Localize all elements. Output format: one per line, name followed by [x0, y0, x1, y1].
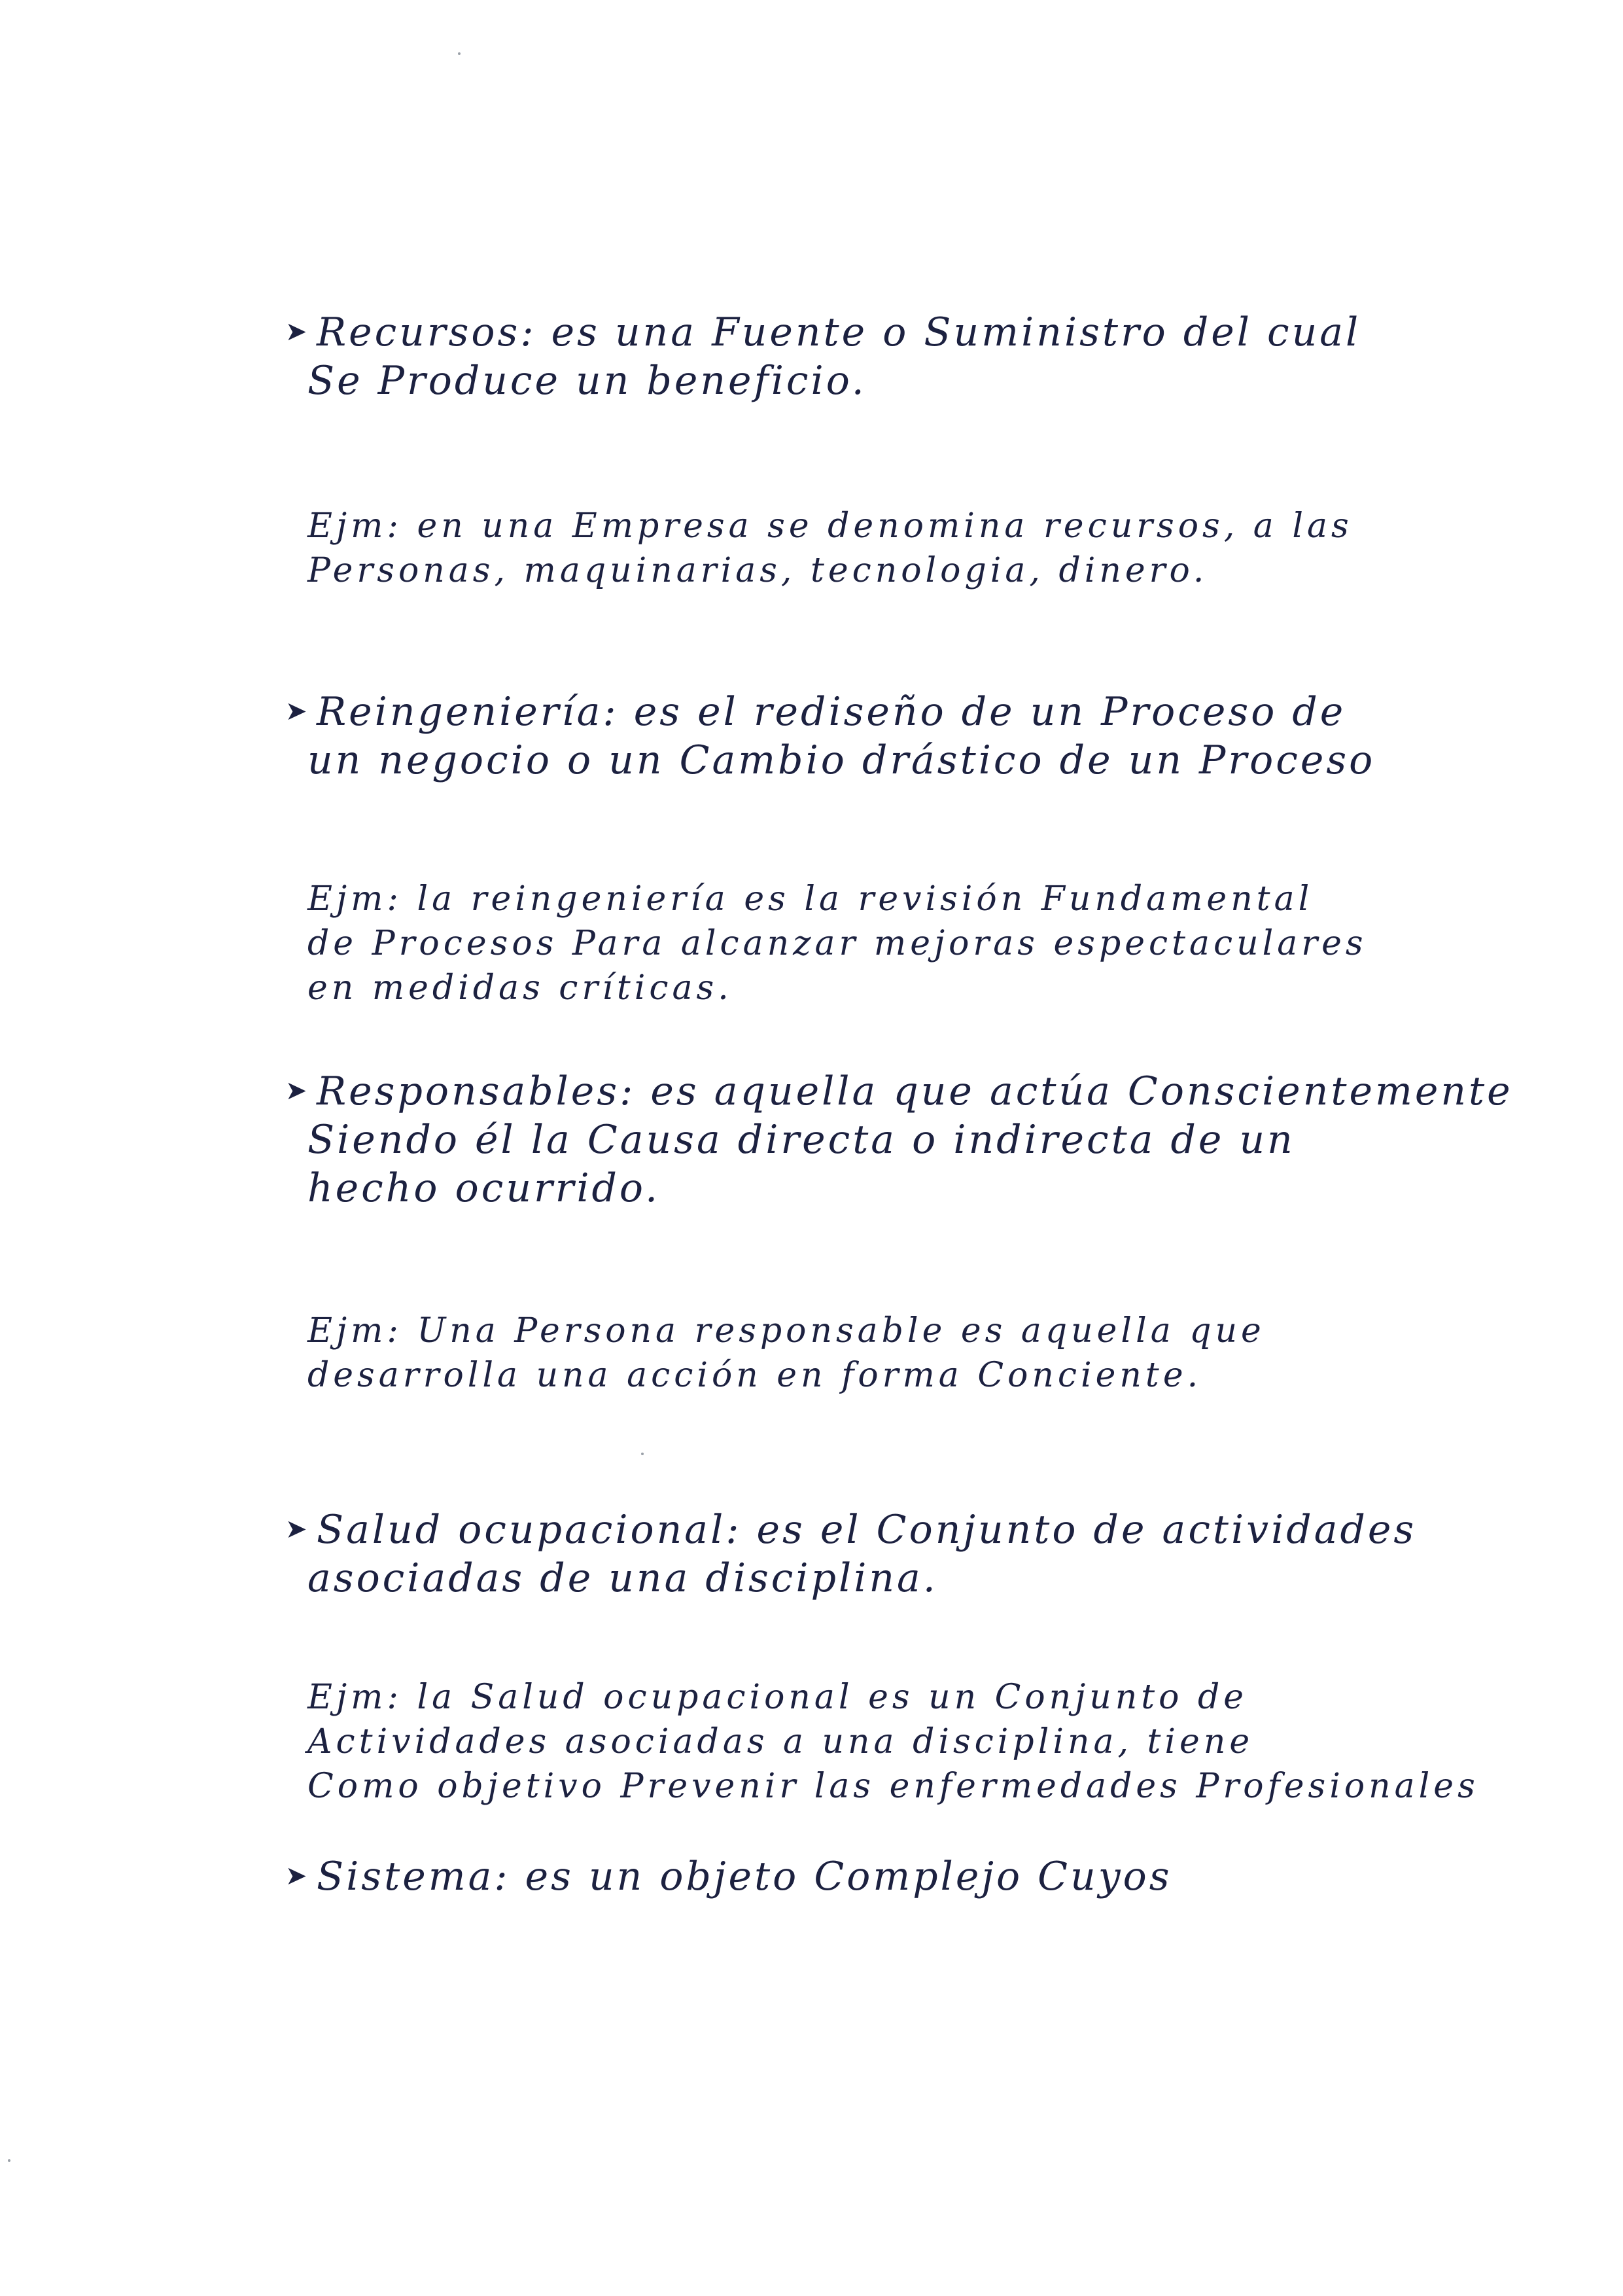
definition-salud-ocupacional: [285, 1505, 1433, 1602]
definition-reingenieria: [285, 687, 1433, 785]
definition-line: Se Produce un beneficio.: [307, 358, 867, 404]
definition-line: Siendo él la Causa directa o indirecta de un: [307, 1117, 1295, 1163]
definition-recursos: [285, 308, 1433, 405]
example-line: Ejm: en una Empresa se denomina recursos, a las: [307, 506, 1353, 546]
arrow-bullet-icon: ➤: [285, 1076, 310, 1106]
definition-line: un negocio o un Cambio drástico de un Proceso: [307, 737, 1376, 783]
definition-sistema: [285, 1852, 1433, 1901]
example-line: Ejm: Una Persona responsable es aquella que: [307, 1311, 1265, 1351]
definition-line: hecho ocurrido.: [307, 1165, 661, 1211]
example-line: de Procesos Para alcanzar mejoras espectaculares: [307, 924, 1367, 963]
definition-line: ➤ Recursos: es una Fuente o Suministro del cual: [307, 308, 1433, 357]
example-line: Como objetivo Prevenir las enfermedades Profesionales: [307, 1767, 1479, 1806]
scan-speck: [641, 1453, 644, 1455]
example-line: en medidas críticas.: [307, 968, 733, 1008]
example-line: Ejm: la reingeniería es la revisión Fundamental: [307, 879, 1314, 919]
arrow-bullet-icon: ➤: [285, 696, 310, 726]
scan-speck: [8, 2159, 10, 2162]
definition-line: ➤ Salud ocupacional: es el Conjunto de actividades: [307, 1505, 1433, 1554]
example-line: desarrolla una acción en forma Conciente.: [307, 1356, 1202, 1395]
scan-speck: [458, 52, 461, 55]
example-line: Personas, maquinarias, tecnologia, dinero.: [307, 551, 1208, 590]
definition-line: ➤ Responsables: es aquella que actúa Conscientemente: [307, 1067, 1433, 1116]
definition-responsables: [285, 1067, 1513, 1212]
example-line: Actividades asociadas a una disciplina, tiene: [307, 1722, 1254, 1761]
example-responsables: [307, 1309, 1433, 1398]
example-reingenieria: [307, 877, 1433, 1010]
arrow-bullet-icon: ➤: [285, 317, 310, 347]
definition-line: asociadas de una disciplina.: [307, 1555, 938, 1601]
example-salud-ocupacional: [307, 1675, 1479, 1809]
example-recursos: [307, 504, 1433, 593]
definition-line: ➤ Reingeniería: es el rediseño de un Proceso de: [307, 687, 1433, 736]
example-line: Ejm: la Salud ocupacional es un Conjunto de: [307, 1678, 1248, 1717]
definition-line: ➤ Sistema: es un objeto Complejo Cuyos: [307, 1852, 1433, 1901]
arrow-bullet-icon: ➤: [285, 1514, 310, 1544]
arrow-bullet-icon: ➤: [285, 1861, 310, 1891]
